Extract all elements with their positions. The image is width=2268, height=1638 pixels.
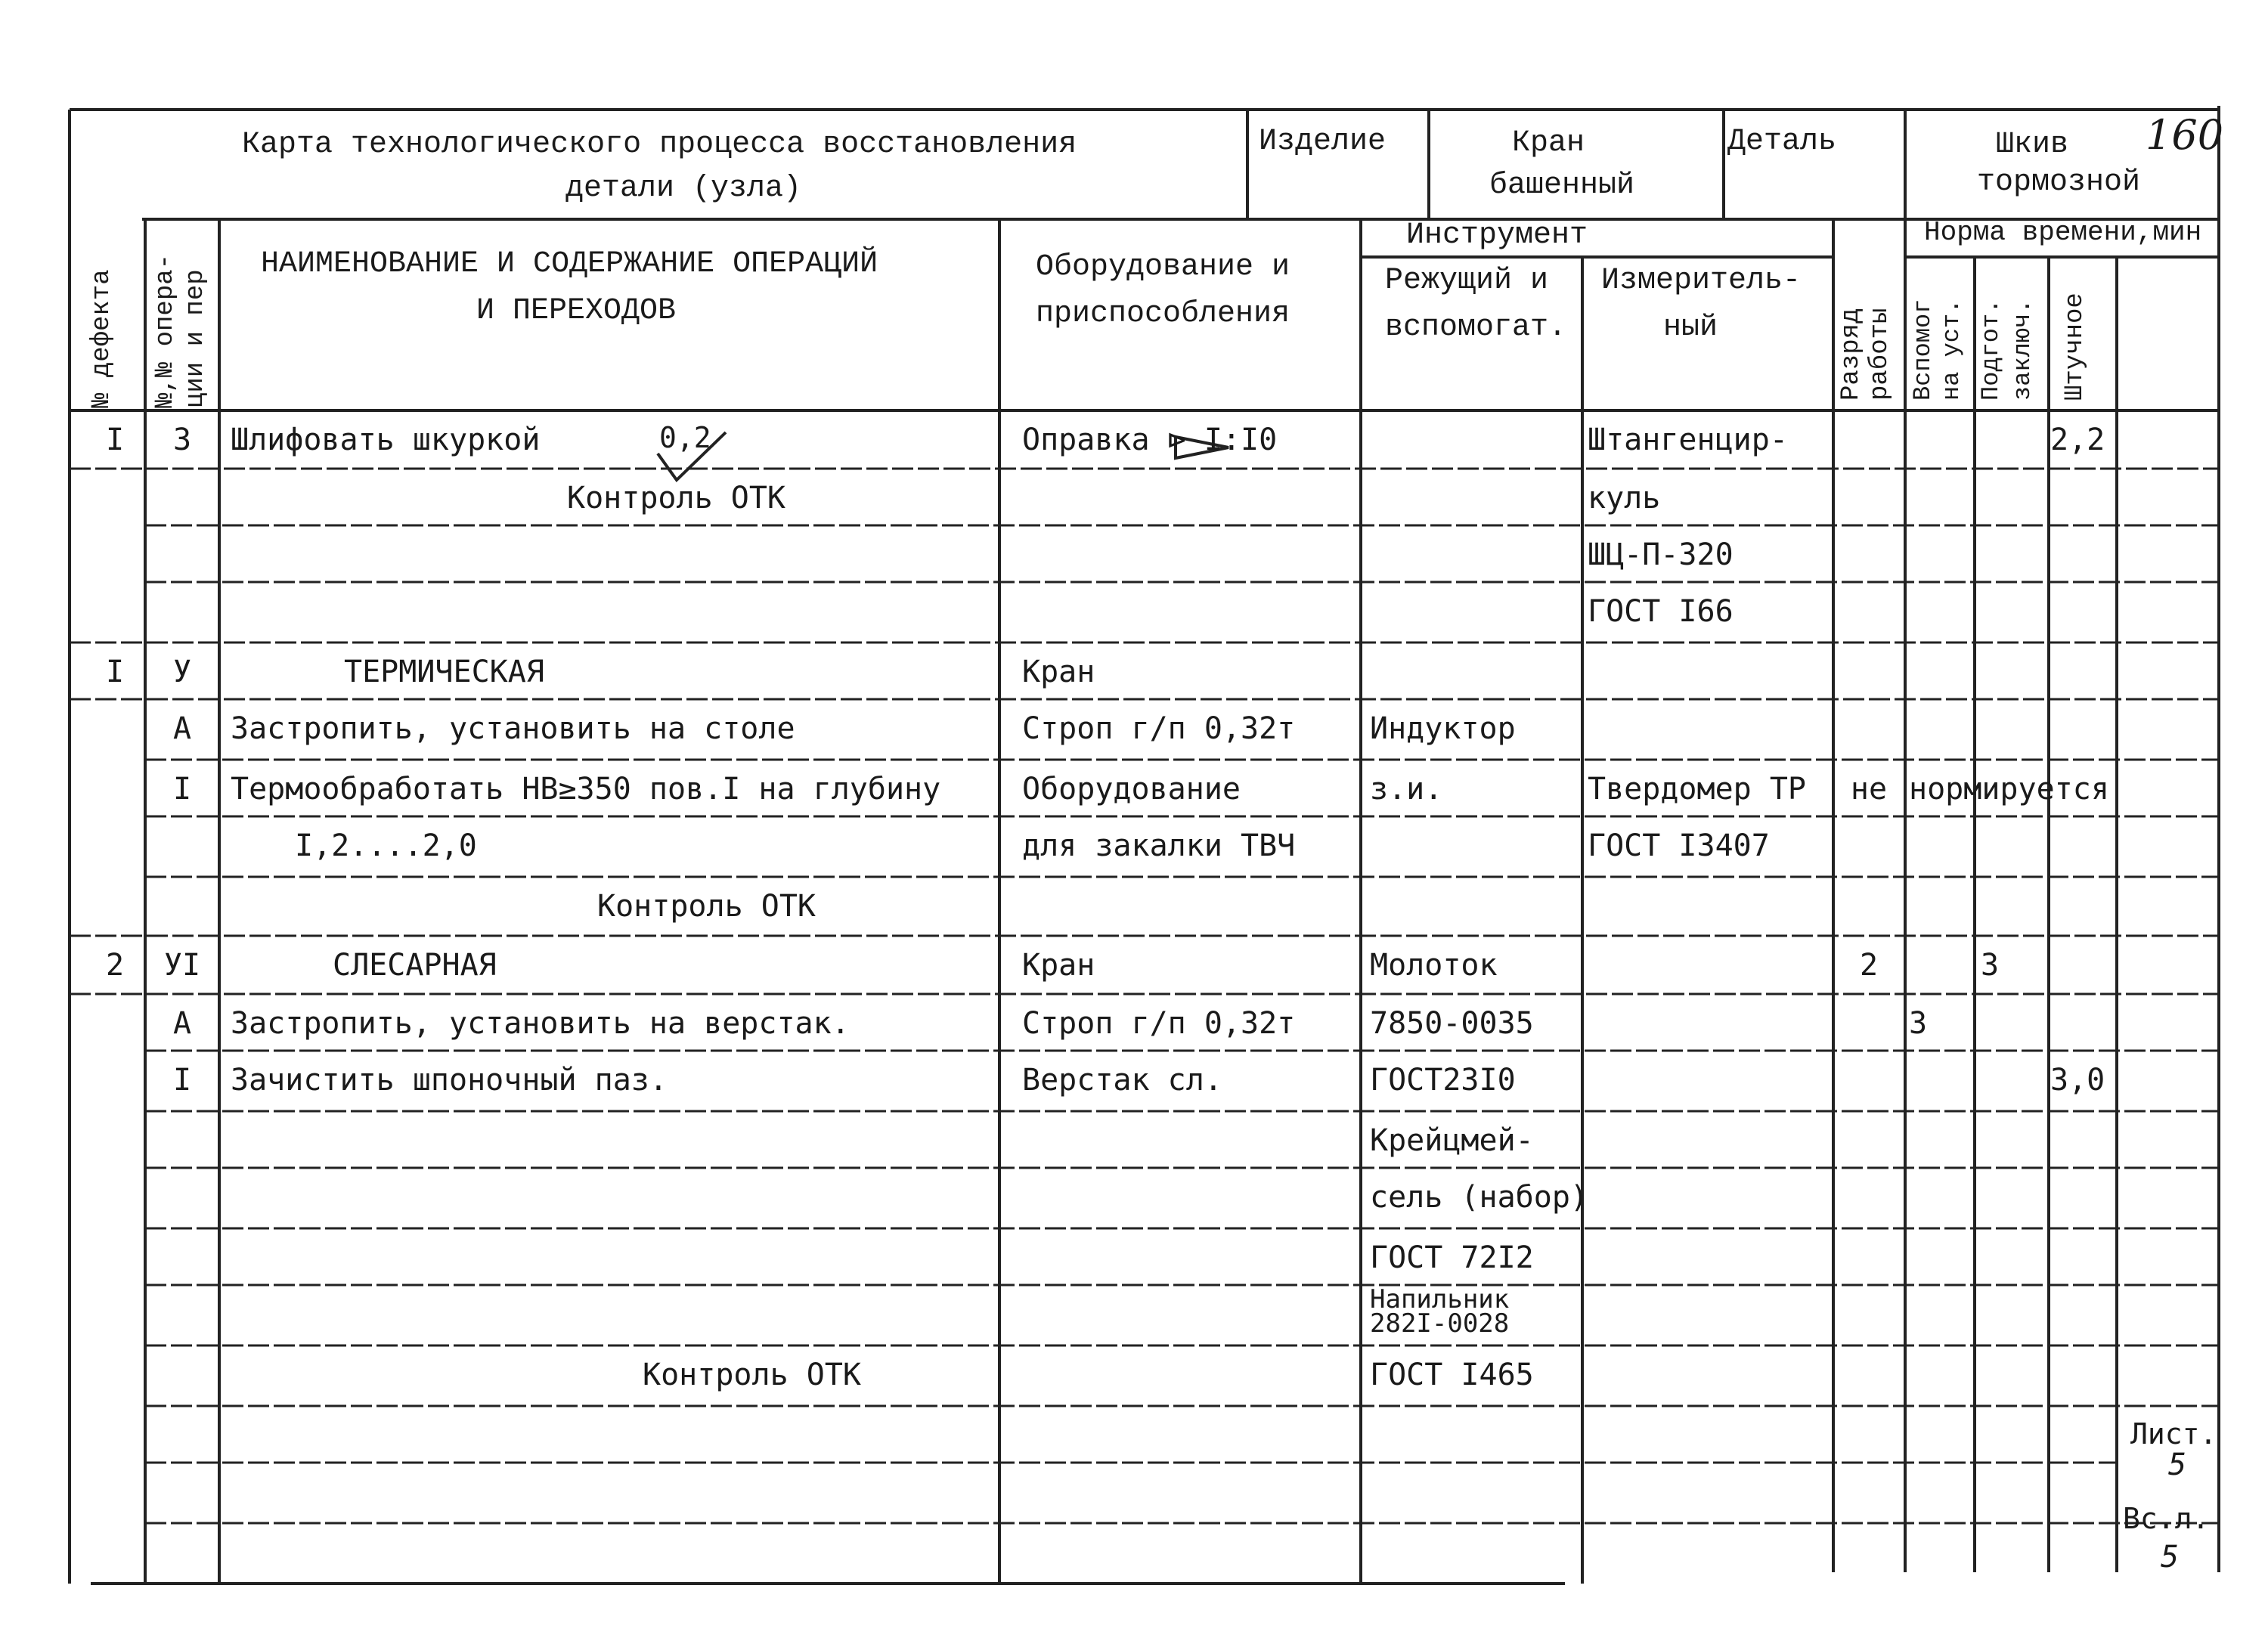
cell-cut: ГОСТ I465 [1370,1358,1534,1392]
col-prep-header-2: заключ. [2009,299,2037,401]
col-op-header-2: ции и пер [181,269,210,408]
cell-piece: 3,0 [2050,1063,2105,1098]
cell-meas: Штангенцир- [1588,423,1788,457]
cell-op: I [172,1063,192,1098]
cell-piece: 2,2 [2050,423,2105,457]
sheets-total-label: Вс.л. [2123,1502,2210,1535]
col-equip-header-2: приспособления [1036,297,1290,331]
cell-cut: Крейцмей- [1370,1123,1534,1158]
col-name-header-2: И ПЕРЕХОДОВ [476,294,677,328]
col-tool-group: Инструмент [1406,218,1588,252]
col-cutting-header-2: вспомогат. [1385,311,1567,345]
cell-op: А [172,711,192,746]
cell-grade: 2 [1859,948,1879,983]
cell-cut: Напильник 282I-0028 [1370,1284,1510,1339]
cell-prep: 3 [1981,948,2000,983]
cell-equip: Кран [1022,655,1095,689]
cell-equip: Оправка ⊳ I:I0 [1022,423,1278,457]
product-value-line2: башенный [1489,169,1635,203]
cell-name: Застропить, установить на столе [231,711,795,746]
cell-cut: ГОСТ23I0 [1370,1063,1516,1098]
cell-meas: ГОСТ I66 [1588,594,1734,629]
cell-equip: Строп г/п 0,32т [1022,711,1296,746]
cell-equip: для закалки ТВЧ [1022,828,1296,863]
col-grade-header-2: работы [1866,308,1895,401]
col-op-header-1: №,№ опера- [151,253,180,408]
col-grade-header-1: Разряд [1837,308,1866,401]
cell-meas: ШЦ-П-320 [1588,537,1734,572]
cell-meas: куль [1588,481,1661,516]
cell-op: УI [163,948,201,983]
col-norm-group: Норма времени,мин [1924,217,2202,248]
col-defect-header: № дефекта [88,269,116,408]
cell-cut: з.и. [1370,772,1443,807]
cell-op: А [172,1006,192,1041]
cell-aux: нормируется [1909,772,2109,807]
cell-defect: 2 [105,948,125,983]
cell-name: Застропить, установить на верстак. [231,1006,850,1041]
col-name-header-1: НАИМЕНОВАНИЕ И СОДЕРЖАНИЕ ОПЕРАЦИЙ [261,247,878,281]
page-number: 160 [2146,111,2224,159]
doc-title-line1: Карта технологического процесса восстановления [242,128,1077,162]
cell-equip: Оборудование [1022,772,1241,807]
cell-equip: Строп г/п 0,32т [1022,1006,1296,1041]
col-aux-header-2: на уст. [1938,299,1966,401]
sheets-total: 5 [2161,1540,2180,1575]
cell-cut: Молоток [1370,948,1498,983]
col-piece-header: Штучное [2061,293,2090,401]
cell-meas: Твердомер ТР [1588,772,1806,807]
cell-cut: 7850-0035 [1370,1006,1534,1041]
cell-meas: ГОСТ I3407 [1588,828,1770,863]
cell-op: I [172,772,192,807]
cell-name: Термообработать НВ≥350 пов.I на глубину [231,772,941,807]
cell-defect: I [105,423,125,457]
cell-op: 3 [172,423,192,457]
cell-equip: Кран [1022,948,1095,983]
sheet-number: 5 [2168,1448,2187,1482]
cell-name: Контроль ОТК [643,1358,861,1392]
cell-cut: ГОСТ 72I2 [1370,1240,1534,1275]
col-equip-header-1: Оборудование и [1036,250,1290,284]
sheet-label: Лист. [2130,1417,2217,1451]
col-measure-header-1: Измеритель- [1601,264,1802,298]
cell-name: Контроль ОТК [597,889,816,924]
col-aux-header-1: Вспомог [1909,299,1937,401]
product-label: Изделие [1259,125,1387,159]
doc-title-line2: детали (узла) [565,172,802,206]
cell-cut: Индуктор [1370,711,1516,746]
cell-name: СЛЕСАРНАЯ [333,948,497,983]
cell-name: I,2....2,0 [295,828,477,863]
cell-name: ТЕРМИЧЕСКАЯ [344,655,544,689]
roughness-value: 0,2 [659,421,711,454]
part-value-line1: Шкив [1996,128,2069,162]
cell-name: Зачистить шпоночный паз. [231,1063,668,1098]
cell-name: Шлифовать шкуркой [231,423,541,457]
cell-cut: сель (набор) [1370,1180,1588,1215]
cell-aux: 3 [1909,1006,1928,1041]
cell-grade: не [1850,772,1888,807]
col-measure-header-2: ный [1663,311,1718,345]
cell-name: Контроль ОТК [567,481,785,516]
part-value-line2: тормозной [1977,166,2141,200]
col-cutting-header-1: Режущий и [1385,264,1549,298]
cell-op: У [172,655,192,689]
col-prep-header-1: Подгот. [1977,299,2005,401]
part-label: Деталь [1727,125,1837,159]
product-value-line1: Кран [1512,126,1585,160]
cell-equip: Верстак сл. [1022,1063,1222,1098]
cell-defect: I [105,655,125,689]
